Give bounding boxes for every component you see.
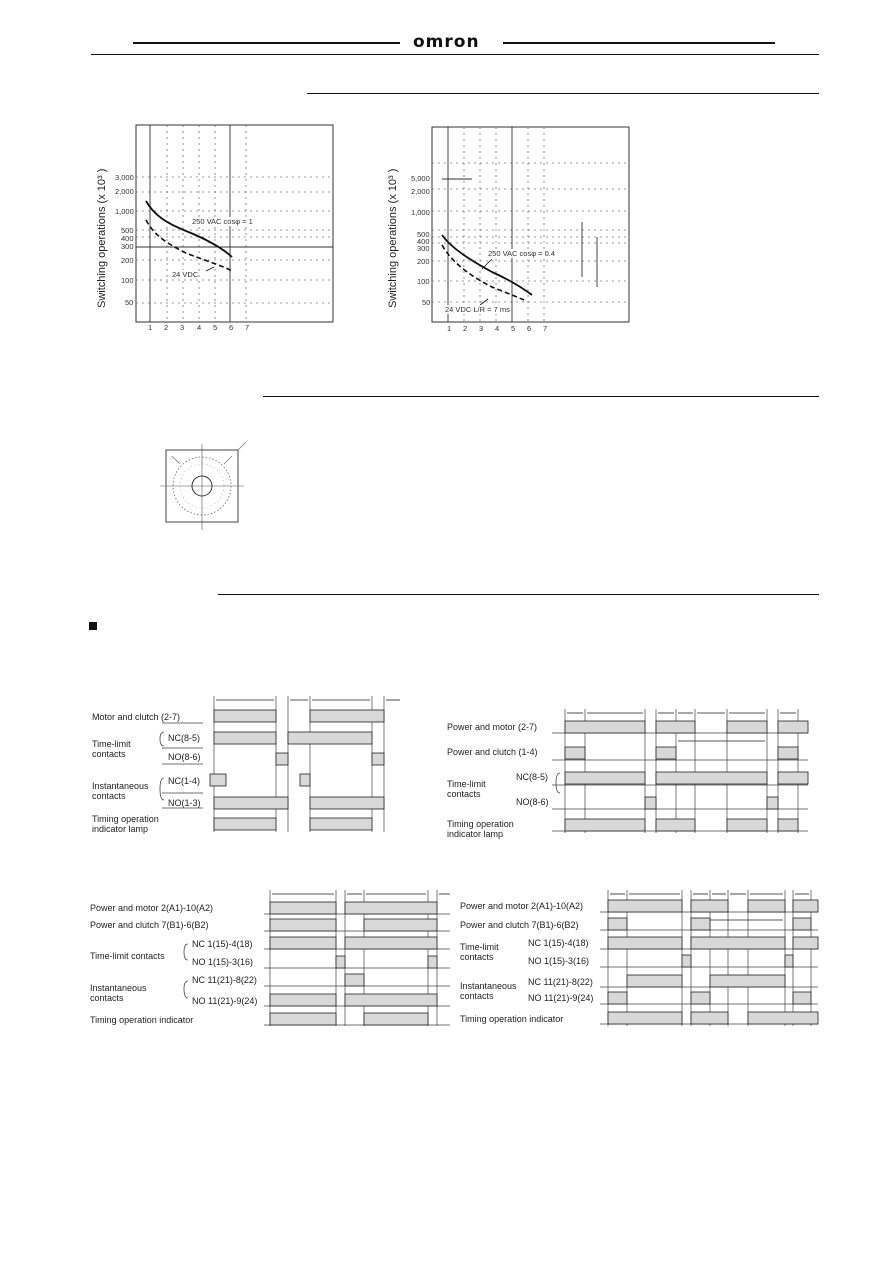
chart-right-xtick: 6 (527, 324, 532, 333)
chart-right-ytick: 1,000 (411, 208, 430, 217)
chart-left-ytick: 1,000 (115, 207, 134, 216)
t1-inc-label: NC(1-4) (168, 776, 201, 786)
chart-left-ytick: 3,000 (115, 173, 134, 182)
chart-right-ytick: 500 (417, 230, 430, 239)
chart-right-ytick: 2,000 (411, 187, 430, 196)
header-rule-left (133, 42, 400, 44)
chart-right-ytick: 300 (417, 244, 430, 253)
t3-inst-label: Instantaneous (90, 983, 147, 993)
t4-inc-label: NC 11(21)-8(22) (528, 977, 593, 987)
t1-motor-label: Motor and clutch (2-7) (92, 712, 181, 722)
chart-right-xtick: 7 (543, 324, 548, 333)
chart-right-xtick: 2 (463, 324, 468, 333)
chart-right-xtick: 3 (479, 324, 484, 333)
chart-left-ytick: 500 (121, 226, 134, 235)
chart-left-ytick: 300 (121, 242, 134, 251)
chart-left-xtick: 7 (245, 323, 250, 332)
chart-left-annot-ac: 250 VAC cosφ = 1 (192, 217, 253, 226)
t1-tl-label-2: contacts (92, 749, 126, 759)
chart-left-ytick: 100 (121, 276, 134, 285)
t3-inst-label-2: contacts (90, 993, 124, 1003)
chart-left-xtick: 2 (164, 323, 169, 332)
front-view-drawing (160, 440, 250, 535)
t4-pm-label: Power and motor 2(A1)-10(A2) (460, 901, 584, 911)
t2-tl-label: Time-limit (447, 779, 486, 789)
chart-left-ytick: 2,000 (115, 187, 134, 196)
section-rule-2 (263, 396, 819, 397)
chart-right-annot-dc: 24 VDC L/R = 7 ms (445, 305, 510, 314)
t3-ino-label: NO 11(21)-9(24) (192, 996, 258, 1006)
t4-no-label: NO 1(15)-3(16) (528, 956, 590, 966)
t2-no-label: NO(8-6) (516, 797, 549, 807)
t1-lamp-label: Timing operation (92, 814, 159, 824)
chart-left-ytick: 50 (125, 298, 134, 307)
t4-ind-label: Timing operation indicator (460, 1014, 564, 1024)
section-rule-3 (218, 594, 819, 595)
t4-inst-label: Instantaneous (460, 981, 517, 991)
curve-250vac (442, 235, 532, 295)
chart-right-xtick: 4 (495, 324, 500, 333)
chart-right-ytick: 400 (417, 237, 430, 246)
t3-pm-label: Power and motor 2(A1)-10(A2) (90, 903, 214, 913)
t2-lamp-label-2: indicator lamp (447, 829, 504, 839)
chart-right-ytick: 5,000 (411, 174, 430, 183)
omron-logo: omron (413, 32, 480, 52)
chart-right-xtick: 1 (447, 324, 452, 333)
t3-tl-label: Time-limit contacts (90, 951, 165, 961)
t1-lamp-label-2: indicator lamp (92, 824, 149, 834)
t4-tl-label-2: contacts (460, 952, 494, 962)
t3-inc-label: NC 11(21)-8(22) (192, 975, 257, 985)
chart-left-xtick: 4 (197, 323, 202, 332)
t1-tl-label: Time-limit (92, 739, 131, 749)
t3-ind-label: Timing operation indicator (90, 1015, 194, 1025)
timing-chart-2 (552, 705, 812, 835)
chart-right-annot-ac: 250 VAC cosφ = 0.4 (488, 249, 556, 258)
t1-inst-label-2: contacts (92, 791, 126, 801)
chart-right (432, 127, 632, 325)
t4-tl-label: Time-limit (460, 942, 499, 952)
header-underline (91, 54, 819, 55)
chart-right-ylabel: Switching operations (x 10³ ) (387, 168, 399, 308)
t2-pc-label: Power and clutch (1-4) (447, 747, 538, 757)
curve-250vac (146, 201, 232, 257)
timing-chart-3 (180, 888, 452, 1028)
t4-nc-label: NC 1(15)-4(18) (528, 938, 589, 948)
section-rule-1 (307, 93, 819, 94)
t1-inst-label: Instantaneous (92, 781, 149, 791)
chart-left-xtick: 1 (148, 323, 153, 332)
t1-no-label: NO(8-6) (168, 752, 201, 762)
t2-pm-label: Power and motor (2-7) (447, 722, 538, 732)
chart-left-annot-dc: 24 VDC (172, 270, 199, 279)
curve-24vdc (146, 220, 232, 271)
section-bullet-icon (89, 622, 97, 630)
chart-right-ytick: 50 (422, 298, 431, 307)
chart-left-xtick: 5 (213, 323, 218, 332)
t3-nc-label: NC 1(15)-4(18) (192, 939, 253, 949)
timing-chart-4 (600, 888, 820, 1028)
t1-ino-label: NO(1-3) (168, 798, 201, 808)
timing-chart-1 (160, 690, 405, 835)
t2-nc-label: NC(8-5) (516, 772, 549, 782)
t2-tl-label-2: contacts (447, 789, 481, 799)
chart-right-xtick: 5 (511, 324, 516, 333)
t4-ino-label: NO 11(21)-9(24) (528, 993, 594, 1003)
chart-right-ytick: 200 (417, 257, 430, 266)
t3-no-label: NO 1(15)-3(16) (192, 957, 254, 967)
t3-pc-label: Power and clutch 7(B1)-6(B2) (90, 920, 209, 930)
chart-left-ytick: 200 (121, 256, 134, 265)
header-rule-right (503, 42, 775, 44)
chart-right-ytick: 100 (417, 277, 430, 286)
chart-left-xtick: 6 (229, 323, 234, 332)
t4-pc-label: Power and clutch 7(B1)-6(B2) (460, 920, 579, 930)
chart-left-ylabel: Switching operations (x 10³ ) (96, 168, 108, 308)
chart-left-xtick: 3 (180, 323, 185, 332)
t1-nc-label: NC(8-5) (168, 733, 201, 743)
chart-left-ytick: 400 (121, 234, 134, 243)
t2-lamp-label: Timing operation (447, 819, 514, 829)
t4-inst-label-2: contacts (460, 991, 494, 1001)
